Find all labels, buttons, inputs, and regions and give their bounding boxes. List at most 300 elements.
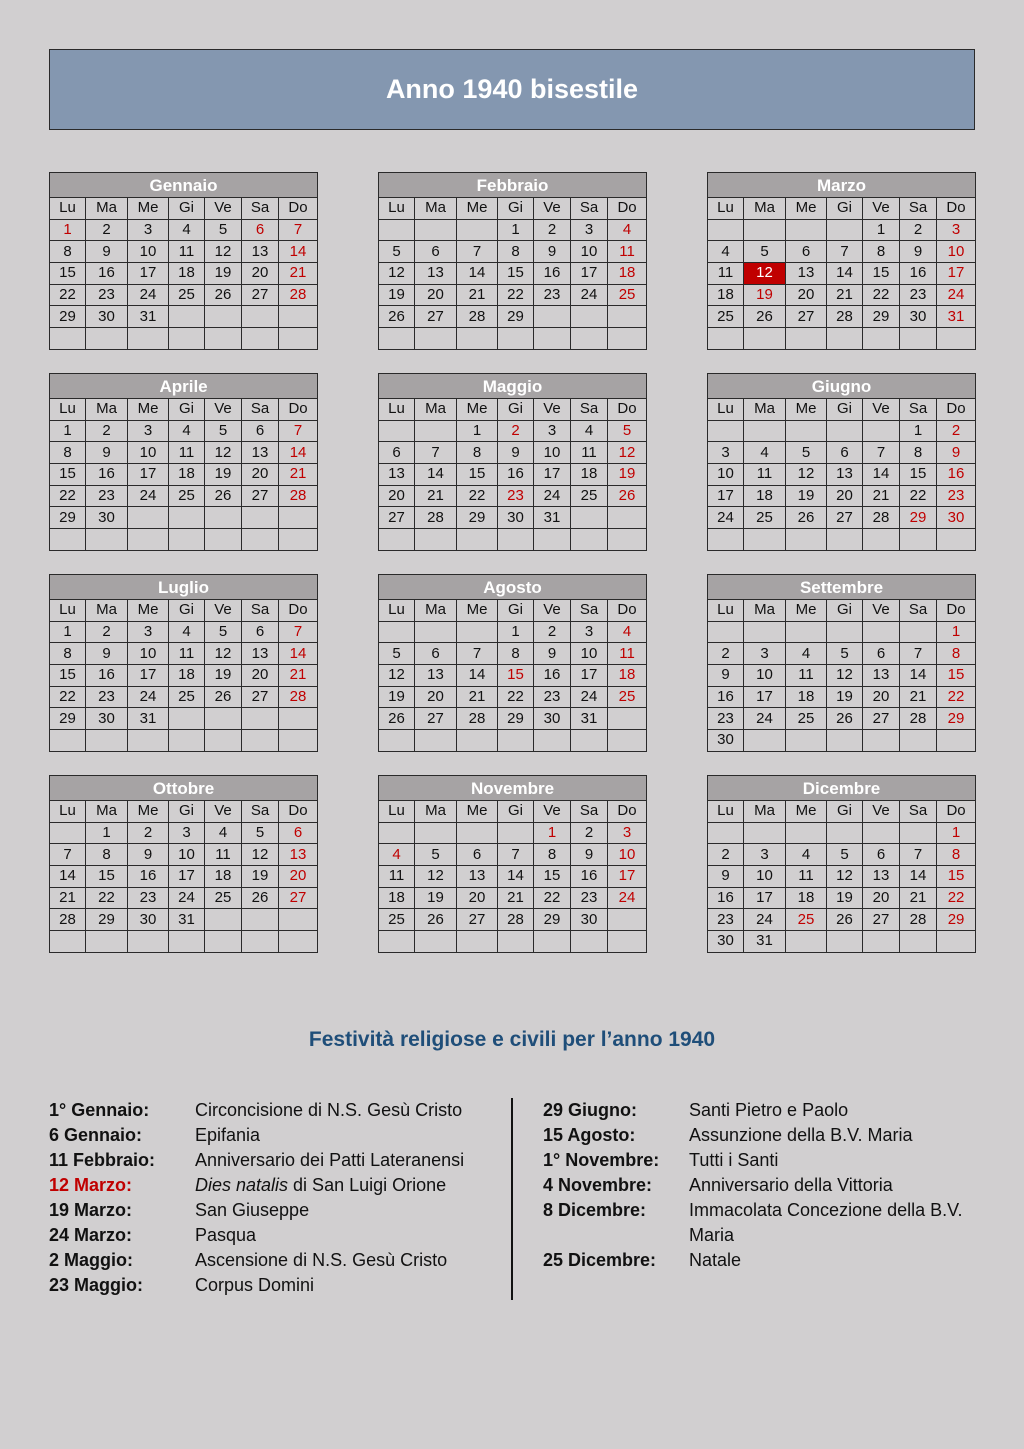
day-cell: 23	[900, 284, 937, 306]
empty-cell	[786, 328, 827, 350]
day-cell: 23	[86, 485, 128, 507]
day-cell: 31	[128, 708, 169, 730]
day-cell: 17	[571, 263, 608, 285]
weekday-label: Lu	[50, 198, 86, 220]
day-cell: 13	[786, 263, 827, 285]
day-cell: 10	[571, 643, 608, 665]
day-cell: 24	[128, 485, 169, 507]
day-cell: 28	[457, 306, 498, 328]
day-cell: 21	[457, 284, 498, 306]
empty-cell	[242, 306, 279, 328]
holidays-divider	[511, 1098, 513, 1300]
day-cell: 4	[786, 844, 827, 866]
day-cell: 25	[205, 887, 242, 909]
day-cell: 3	[571, 621, 608, 643]
empty-cell	[900, 529, 937, 551]
month-name: Dicembre	[708, 776, 976, 801]
day-cell: 30	[937, 507, 976, 529]
empty-cell	[863, 328, 900, 350]
day-cell: 5	[379, 643, 415, 665]
empty-cell	[279, 507, 318, 529]
holiday-item	[49, 1198, 495, 1223]
day-cell: 26	[827, 708, 863, 730]
empty-cell	[205, 507, 242, 529]
day-cell: 25	[708, 306, 744, 328]
weekday-label: Me	[457, 399, 498, 421]
day-cell: 24	[708, 507, 744, 529]
weekday-label: Sa	[242, 801, 279, 823]
day-cell: 13	[863, 866, 900, 888]
day-cell: 5	[827, 643, 863, 665]
month-name: Agosto	[379, 575, 647, 600]
day-cell: 17	[708, 485, 744, 507]
empty-cell	[608, 708, 647, 730]
day-cell: 22	[86, 887, 128, 909]
day-cell: 29	[86, 909, 128, 931]
day-cell: 8	[498, 643, 534, 665]
empty-cell	[415, 420, 457, 442]
day-cell: 7	[50, 844, 86, 866]
empty-cell	[534, 529, 571, 551]
day-cell: 10	[937, 241, 976, 263]
day-cell: 19	[786, 485, 827, 507]
day-cell: 3	[708, 442, 744, 464]
day-cell: 22	[457, 485, 498, 507]
day-cell: 15	[937, 866, 976, 888]
day-cell: 27	[379, 507, 415, 529]
day-cell: 29	[50, 306, 86, 328]
day-cell: 12	[205, 241, 242, 263]
day-cell: 24	[128, 686, 169, 708]
day-cell: 28	[827, 306, 863, 328]
holiday-name: Pasqua	[195, 1225, 257, 1245]
weekday-label: Ve	[534, 399, 571, 421]
day-cell: 5	[205, 621, 242, 643]
empty-cell	[242, 931, 279, 953]
day-cell: 18	[744, 485, 786, 507]
holiday-date: 19 Marzo:	[49, 1200, 133, 1220]
day-cell: 5	[242, 822, 279, 844]
day-cell: 8	[50, 241, 86, 263]
day-cell: 9	[534, 241, 571, 263]
day-cell: 2	[86, 420, 128, 442]
day-cell: 12	[205, 442, 242, 464]
day-cell: 5	[744, 241, 786, 263]
holiday-item	[49, 1223, 495, 1248]
day-cell: 15	[534, 866, 571, 888]
empty-cell	[169, 708, 205, 730]
day-cell: 7	[498, 844, 534, 866]
day-cell: 17	[128, 464, 169, 486]
day-cell: 23	[498, 485, 534, 507]
day-cell: 20	[863, 887, 900, 909]
holidays-right-column	[543, 1098, 989, 1273]
month-agosto	[378, 574, 646, 752]
day-cell: 9	[571, 844, 608, 866]
day-cell: 12	[786, 464, 827, 486]
empty-cell	[744, 328, 786, 350]
day-cell: 3	[128, 621, 169, 643]
empty-cell	[900, 822, 937, 844]
day-cell: 27	[827, 507, 863, 529]
day-cell: 9	[534, 643, 571, 665]
day-cell: 6	[457, 844, 498, 866]
day-cell: 11	[205, 844, 242, 866]
weekday-label: Ma	[415, 198, 457, 220]
day-cell: 1	[534, 822, 571, 844]
day-cell: 18	[608, 665, 647, 687]
day-cell: 19	[827, 887, 863, 909]
weekday-label: Do	[608, 198, 647, 220]
weekday-label: Gi	[498, 801, 534, 823]
day-cell: 11	[169, 643, 205, 665]
empty-cell	[827, 730, 863, 752]
day-cell: 19	[415, 887, 457, 909]
day-cell: 19	[242, 866, 279, 888]
empty-cell	[786, 420, 827, 442]
day-cell: 26	[379, 708, 415, 730]
empty-cell	[86, 730, 128, 752]
empty-cell	[242, 529, 279, 551]
empty-cell	[415, 931, 457, 953]
empty-cell	[498, 822, 534, 844]
day-cell: 16	[708, 686, 744, 708]
weekday-label: Lu	[708, 600, 744, 622]
weekday-label: Gi	[169, 600, 205, 622]
empty-cell	[863, 420, 900, 442]
day-cell: 25	[608, 686, 647, 708]
day-cell: 22	[50, 485, 86, 507]
weekday-label: Ve	[534, 198, 571, 220]
day-cell: 2	[534, 219, 571, 241]
day-cell: 4	[169, 621, 205, 643]
weekday-label: Ve	[205, 600, 242, 622]
empty-cell	[744, 420, 786, 442]
day-cell: 8	[498, 241, 534, 263]
day-cell: 25	[786, 909, 827, 931]
empty-cell	[608, 909, 647, 931]
holiday-date: 2 Maggio:	[49, 1250, 133, 1270]
empty-cell	[863, 621, 900, 643]
day-cell: 16	[900, 263, 937, 285]
day-cell: 5	[379, 241, 415, 263]
day-cell: 16	[534, 263, 571, 285]
day-cell: 2	[498, 420, 534, 442]
day-cell: 28	[415, 507, 457, 529]
day-cell: 12	[379, 665, 415, 687]
weekday-label: Me	[128, 600, 169, 622]
day-cell: 25	[786, 708, 827, 730]
empty-cell	[379, 328, 415, 350]
empty-cell	[205, 909, 242, 931]
empty-cell	[128, 529, 169, 551]
day-cell: 6	[379, 442, 415, 464]
weekday-label: Lu	[708, 399, 744, 421]
day-cell: 2	[534, 621, 571, 643]
day-cell: 16	[86, 665, 128, 687]
day-cell: 6	[827, 442, 863, 464]
day-cell: 3	[128, 219, 169, 241]
day-cell: 17	[571, 665, 608, 687]
empty-cell	[786, 730, 827, 752]
weekday-label: Sa	[571, 198, 608, 220]
month-febbraio	[378, 172, 646, 350]
day-cell: 23	[708, 909, 744, 931]
empty-cell	[786, 621, 827, 643]
weekday-label: Lu	[708, 801, 744, 823]
day-cell: 18	[169, 263, 205, 285]
weekday-label: Ve	[205, 801, 242, 823]
empty-cell	[415, 529, 457, 551]
holiday-date: 11 Febbraio:	[49, 1150, 156, 1170]
empty-cell	[708, 420, 744, 442]
month-marzo	[707, 172, 975, 350]
day-cell: 28	[863, 507, 900, 529]
day-cell: 19	[379, 284, 415, 306]
day-cell: 9	[86, 643, 128, 665]
weekday-label: Sa	[242, 399, 279, 421]
empty-cell	[379, 529, 415, 551]
empty-cell	[608, 529, 647, 551]
day-cell: 2	[571, 822, 608, 844]
day-cell: 22	[937, 887, 976, 909]
day-cell: 15	[498, 263, 534, 285]
day-cell: 2	[708, 643, 744, 665]
empty-cell	[937, 328, 976, 350]
day-cell: 20	[279, 866, 318, 888]
day-cell: 5	[205, 420, 242, 442]
empty-cell	[498, 529, 534, 551]
weekday-label: Ve	[205, 198, 242, 220]
empty-cell	[937, 730, 976, 752]
day-cell: 14	[457, 263, 498, 285]
day-cell: 4	[786, 643, 827, 665]
day-cell: 22	[937, 686, 976, 708]
day-cell: 12	[242, 844, 279, 866]
day-cell: 11	[571, 442, 608, 464]
weekday-label: Lu	[708, 198, 744, 220]
weekday-label: Lu	[50, 801, 86, 823]
day-cell: 6	[279, 822, 318, 844]
empty-cell	[608, 328, 647, 350]
day-cell: 9	[937, 442, 976, 464]
weekday-label: Me	[457, 600, 498, 622]
day-cell: 24	[744, 708, 786, 730]
day-cell: 24	[937, 284, 976, 306]
empty-cell	[863, 730, 900, 752]
day-cell: 6	[415, 643, 457, 665]
day-cell: 14	[457, 665, 498, 687]
empty-cell	[169, 306, 205, 328]
empty-cell	[169, 730, 205, 752]
empty-cell	[571, 529, 608, 551]
day-cell: 23	[708, 708, 744, 730]
day-cell: 23	[86, 284, 128, 306]
day-cell: 2	[937, 420, 976, 442]
day-cell: 20	[242, 464, 279, 486]
day-cell: 25	[169, 485, 205, 507]
day-cell: 8	[900, 442, 937, 464]
empty-cell	[608, 306, 647, 328]
day-cell: 10	[608, 844, 647, 866]
day-cell: 8	[534, 844, 571, 866]
day-cell: 8	[50, 643, 86, 665]
empty-cell	[608, 507, 647, 529]
empty-cell	[379, 730, 415, 752]
day-cell: 29	[498, 708, 534, 730]
day-cell: 3	[534, 420, 571, 442]
day-cell: 28	[279, 686, 318, 708]
empty-cell	[571, 328, 608, 350]
empty-cell	[827, 529, 863, 551]
weekday-label: Ma	[744, 198, 786, 220]
empty-cell	[379, 822, 415, 844]
holiday-name: Anniversario dei Patti Lateranensi	[195, 1150, 465, 1170]
day-cell: 13	[279, 844, 318, 866]
holiday-date: 4 Novembre:	[543, 1175, 653, 1195]
weekday-label: Gi	[498, 198, 534, 220]
day-cell: 9	[708, 665, 744, 687]
empty-cell	[827, 621, 863, 643]
day-cell: 15	[900, 464, 937, 486]
holidays-title: Festività religiose e civili per l’anno 1940	[308, 1028, 716, 1051]
month-gennaio	[49, 172, 317, 350]
weekday-label: Gi	[498, 399, 534, 421]
day-cell: 24	[534, 485, 571, 507]
empty-cell	[379, 621, 415, 643]
empty-cell	[571, 931, 608, 953]
day-cell: 8	[50, 442, 86, 464]
day-cell: 30	[708, 931, 744, 953]
day-cell: 6	[863, 643, 900, 665]
weekday-label: Lu	[379, 198, 415, 220]
day-cell: 1	[50, 219, 86, 241]
day-cell: 23	[534, 284, 571, 306]
weekday-label: Do	[279, 198, 318, 220]
day-cell: 20	[863, 686, 900, 708]
weekday-label: Do	[279, 600, 318, 622]
day-cell: 30	[708, 730, 744, 752]
weekday-label: Sa	[242, 600, 279, 622]
day-cell: 12	[827, 866, 863, 888]
day-cell: 14	[827, 263, 863, 285]
weekday-label: Do	[937, 801, 976, 823]
holiday-item	[49, 1173, 495, 1198]
day-cell: 13	[863, 665, 900, 687]
empty-cell	[128, 328, 169, 350]
empty-cell	[571, 306, 608, 328]
day-cell: 27	[415, 306, 457, 328]
empty-cell	[415, 328, 457, 350]
weekday-label: Ma	[86, 801, 128, 823]
weekday-label: Me	[457, 801, 498, 823]
day-cell: 19	[205, 665, 242, 687]
day-cell: 30	[571, 909, 608, 931]
empty-cell	[50, 529, 86, 551]
day-cell: 20	[415, 686, 457, 708]
empty-cell	[900, 621, 937, 643]
empty-cell	[498, 931, 534, 953]
day-cell: 14	[50, 866, 86, 888]
empty-cell	[827, 328, 863, 350]
holiday-name: Anniversario della Vittoria	[689, 1175, 893, 1195]
weekday-label: Do	[279, 801, 318, 823]
day-cell: 29	[937, 909, 976, 931]
empty-cell	[279, 529, 318, 551]
day-cell: 24	[571, 284, 608, 306]
holiday-item	[49, 1123, 495, 1148]
empty-cell	[457, 931, 498, 953]
day-cell: 1	[86, 822, 128, 844]
month-name: Maggio	[379, 374, 647, 399]
day-cell: 11	[608, 643, 647, 665]
day-cell: 14	[900, 866, 937, 888]
day-cell: 22	[534, 887, 571, 909]
day-cell: 8	[937, 844, 976, 866]
weekday-label: Sa	[900, 198, 937, 220]
day-cell: 25	[379, 909, 415, 931]
day-cell: 11	[169, 241, 205, 263]
day-cell: 29	[937, 708, 976, 730]
empty-cell	[379, 931, 415, 953]
day-cell: 31	[128, 306, 169, 328]
day-cell: 26	[415, 909, 457, 931]
holiday-item	[543, 1148, 989, 1173]
day-cell: 14	[415, 464, 457, 486]
empty-cell	[498, 730, 534, 752]
empty-cell	[786, 822, 827, 844]
day-cell: 4	[169, 219, 205, 241]
day-cell: 17	[608, 866, 647, 888]
day-cell: 29	[534, 909, 571, 931]
weekday-label: Ve	[863, 801, 900, 823]
day-cell: 24	[128, 284, 169, 306]
weekday-label: Ma	[744, 801, 786, 823]
weekday-label: Ve	[534, 600, 571, 622]
day-cell: 21	[900, 887, 937, 909]
day-cell: 9	[86, 241, 128, 263]
month-name: Giugno	[708, 374, 976, 399]
day-cell: 14	[279, 241, 318, 263]
day-cell: 20	[457, 887, 498, 909]
day-cell: 5	[786, 442, 827, 464]
day-cell: 15	[50, 464, 86, 486]
empty-cell	[205, 328, 242, 350]
month-maggio	[378, 373, 646, 551]
day-cell: 15	[937, 665, 976, 687]
day-cell: 27	[279, 887, 318, 909]
day-cell: 17	[128, 665, 169, 687]
empty-cell	[279, 931, 318, 953]
day-cell: 23	[128, 887, 169, 909]
day-cell: 28	[279, 485, 318, 507]
holiday-item	[543, 1248, 989, 1273]
day-cell: 28	[900, 708, 937, 730]
day-cell: 8	[863, 241, 900, 263]
day-cell: 3	[744, 844, 786, 866]
day-cell: 16	[498, 464, 534, 486]
day-cell: 22	[863, 284, 900, 306]
day-cell: 6	[863, 844, 900, 866]
month-giugno	[707, 373, 975, 551]
weekday-label: Ve	[863, 600, 900, 622]
day-cell: 8	[457, 442, 498, 464]
empty-cell	[415, 621, 457, 643]
day-cell: 15	[498, 665, 534, 687]
weekday-label: Lu	[50, 600, 86, 622]
day-cell: 3	[169, 822, 205, 844]
day-cell: 18	[786, 686, 827, 708]
